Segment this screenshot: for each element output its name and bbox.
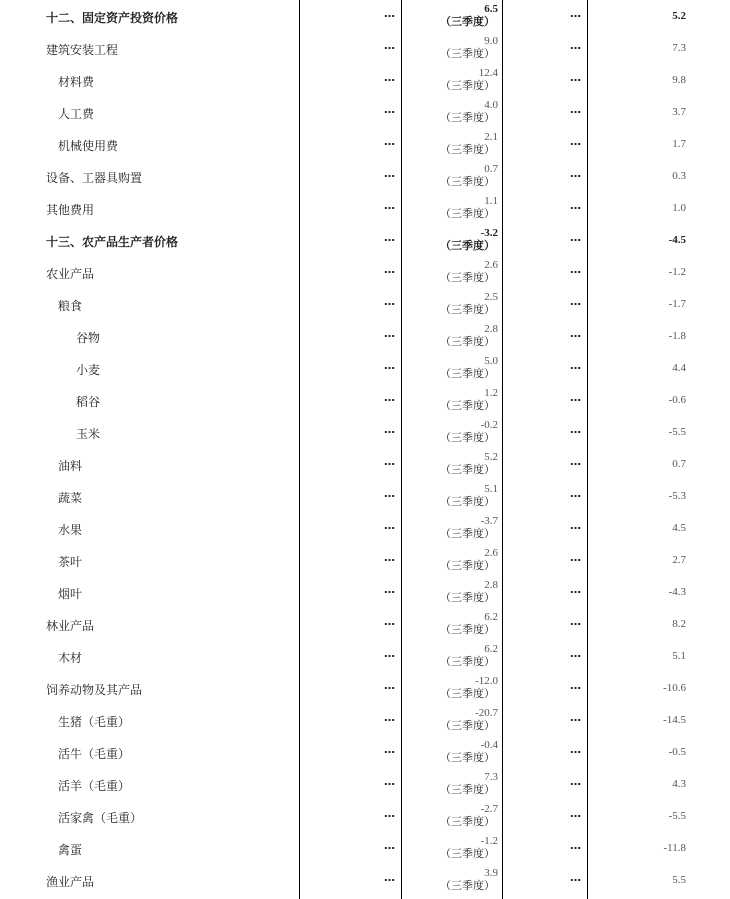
value-cell: -3.7 — [480, 515, 498, 527]
ellipsis-cell: … — [570, 807, 580, 820]
ellipsis-cell: … — [384, 71, 394, 84]
period-label: （三季度） — [440, 47, 495, 60]
ellipsis-cell: … — [570, 615, 580, 628]
period-label: （三季度） — [440, 399, 495, 412]
table-row — [0, 352, 730, 384]
ellipsis-cell: … — [384, 775, 394, 788]
value-cell: 12.4 — [478, 67, 498, 79]
period-label: （三季度） — [440, 815, 495, 828]
ellipsis-cell: … — [384, 359, 394, 372]
row-label: 机械使用费 — [58, 139, 119, 153]
ellipsis-cell: … — [384, 295, 394, 308]
table-row — [0, 736, 730, 768]
period-label: （三季度） — [440, 463, 495, 476]
row-label: 木材 — [58, 651, 83, 665]
value-cell: 1.1 — [484, 195, 498, 207]
table-row — [0, 320, 730, 352]
ellipsis-cell: … — [570, 711, 580, 724]
row-label: 生猪（毛重） — [58, 715, 131, 729]
period-label: （三季度） — [440, 207, 495, 220]
period-label: （三季度） — [440, 623, 495, 636]
ellipsis-cell: … — [570, 103, 580, 116]
row-label: 渔业产品 — [46, 875, 95, 889]
ellipsis-cell: … — [570, 263, 580, 276]
value-cell: -0.2 — [480, 419, 498, 431]
row-label: 烟叶 — [58, 587, 83, 601]
value-cell: 5.1 — [672, 650, 686, 662]
ellipsis-cell: … — [570, 135, 580, 148]
row-label: 设备、工器具购置 — [46, 171, 143, 185]
table-row — [0, 864, 730, 896]
ellipsis-cell: … — [570, 167, 580, 180]
period-label: （三季度） — [440, 847, 495, 860]
period-label: （三季度） — [440, 175, 495, 188]
period-label: （三季度） — [440, 367, 495, 380]
value-cell: -5.5 — [668, 426, 686, 438]
ellipsis-cell: … — [570, 199, 580, 212]
value-cell: -1.2 — [668, 266, 686, 278]
ellipsis-cell: … — [384, 391, 394, 404]
row-label: 活羊（毛重） — [58, 779, 131, 793]
value-cell: 4.0 — [484, 99, 498, 111]
value-cell: 5.0 — [484, 355, 498, 367]
ellipsis-cell: … — [570, 583, 580, 596]
period-label: （三季度） — [440, 527, 495, 540]
period-label: （三季度） — [440, 559, 495, 572]
row-label: 油料 — [58, 459, 83, 473]
period-label: （三季度） — [440, 111, 495, 124]
period-label: （三季度） — [440, 79, 495, 92]
value-cell: 9.0 — [484, 35, 498, 47]
ellipsis-cell: … — [384, 871, 394, 884]
value-cell: -12.0 — [475, 675, 498, 687]
ellipsis-cell: … — [384, 679, 394, 692]
table-row — [0, 576, 730, 608]
ellipsis-cell: … — [570, 39, 580, 52]
ellipsis-cell: … — [384, 199, 394, 212]
ellipsis-cell: … — [570, 647, 580, 660]
table-row — [0, 480, 730, 512]
ellipsis-cell: … — [384, 487, 394, 500]
table-row — [0, 544, 730, 576]
period-label: （三季度） — [440, 303, 495, 316]
value-cell: 5.2 — [672, 10, 686, 22]
ellipsis-cell: … — [570, 71, 580, 84]
value-cell: -5.5 — [668, 810, 686, 822]
value-cell: 6.2 — [484, 611, 498, 623]
value-cell: 5.5 — [672, 874, 686, 886]
table-row — [0, 448, 730, 480]
ellipsis-cell: … — [384, 807, 394, 820]
period-label: （三季度） — [440, 655, 495, 668]
table-row — [0, 768, 730, 800]
value-cell: 9.8 — [672, 74, 686, 86]
row-label: 林业产品 — [46, 619, 95, 633]
ellipsis-cell: … — [384, 39, 394, 52]
value-cell: 2.1 — [484, 131, 498, 143]
ellipsis-cell: … — [384, 455, 394, 468]
ellipsis-cell: … — [570, 327, 580, 340]
table-row — [0, 160, 730, 192]
period-label: （三季度） — [440, 431, 495, 444]
ellipsis-cell: … — [384, 519, 394, 532]
row-label: 十二、固定资产投资价格 — [46, 11, 179, 25]
table-row — [0, 800, 730, 832]
row-label: 粮食 — [58, 299, 83, 313]
row-label: 建筑安装工程 — [46, 43, 119, 57]
value-cell: -1.7 — [668, 298, 686, 310]
row-label: 其他费用 — [46, 203, 95, 217]
period-label: （三季度） — [440, 687, 495, 700]
value-cell: 0.7 — [484, 163, 498, 175]
ellipsis-cell: … — [384, 263, 394, 276]
value-cell: 2.8 — [484, 323, 498, 335]
value-cell: 1.7 — [672, 138, 686, 150]
row-label: 玉米 — [76, 427, 101, 441]
ellipsis-cell: … — [570, 455, 580, 468]
value-cell: -0.5 — [668, 746, 686, 758]
table-row — [0, 672, 730, 704]
period-label: （三季度） — [440, 271, 495, 284]
value-cell: -1.8 — [668, 330, 686, 342]
period-label: （三季度） — [440, 335, 495, 348]
ellipsis-cell: … — [384, 423, 394, 436]
value-cell: -10.6 — [663, 682, 686, 694]
row-label: 十三、农产品生产者价格 — [46, 235, 179, 249]
table-row — [0, 224, 730, 256]
table-row — [0, 416, 730, 448]
value-cell: -20.7 — [475, 707, 498, 719]
value-cell: 4.5 — [672, 522, 686, 534]
value-cell: 2.8 — [484, 579, 498, 591]
row-label: 活家禽（毛重） — [58, 811, 143, 825]
value-cell: 6.5 — [484, 3, 498, 15]
ellipsis-cell: … — [384, 583, 394, 596]
ellipsis-cell: … — [384, 231, 394, 244]
row-label: 活牛（毛重） — [58, 747, 131, 761]
value-cell: 2.7 — [672, 554, 686, 566]
row-label: 谷物 — [76, 331, 101, 345]
value-cell: 6.2 — [484, 643, 498, 655]
value-cell: 4.4 — [672, 362, 686, 374]
value-cell: -5.3 — [668, 490, 686, 502]
row-label: 水果 — [58, 523, 83, 537]
row-label: 禽蛋 — [58, 843, 83, 857]
ellipsis-cell: … — [570, 551, 580, 564]
value-cell: 8.2 — [672, 618, 686, 630]
row-label: 小麦 — [76, 363, 101, 377]
value-cell: -4.3 — [668, 586, 686, 598]
row-label: 茶叶 — [58, 555, 83, 569]
table-row — [0, 608, 730, 640]
period-label: （三季度） — [440, 591, 495, 604]
ellipsis-cell: … — [570, 487, 580, 500]
row-label: 蔬菜 — [58, 491, 83, 505]
ellipsis-cell: … — [570, 871, 580, 884]
value-cell: -2.7 — [480, 803, 498, 815]
row-label: 饲养动物及其产品 — [46, 683, 143, 697]
table-row — [0, 640, 730, 672]
ellipsis-cell: … — [384, 103, 394, 116]
period-label: （三季度） — [440, 879, 495, 892]
table-row — [0, 192, 730, 224]
value-cell: -14.5 — [663, 714, 686, 726]
row-label: 农业产品 — [46, 267, 95, 281]
table-row — [0, 256, 730, 288]
value-cell: 2.5 — [484, 291, 498, 303]
table-row — [0, 0, 730, 32]
table-row — [0, 64, 730, 96]
period-label: （三季度） — [440, 719, 495, 732]
value-cell: -4.5 — [668, 234, 686, 246]
ellipsis-cell: … — [570, 7, 580, 20]
value-cell: -11.8 — [663, 842, 686, 854]
period-label: （三季度） — [440, 783, 495, 796]
table-row — [0, 128, 730, 160]
ellipsis-cell: … — [570, 423, 580, 436]
value-cell: 2.6 — [484, 259, 498, 271]
table-row — [0, 512, 730, 544]
value-cell: 0.7 — [672, 458, 686, 470]
ellipsis-cell: … — [384, 615, 394, 628]
ellipsis-cell: … — [570, 359, 580, 372]
period-label: （三季度） — [440, 15, 495, 28]
ellipsis-cell: … — [384, 647, 394, 660]
value-cell: 5.2 — [484, 451, 498, 463]
ellipsis-cell: … — [570, 743, 580, 756]
value-cell: 1.0 — [672, 202, 686, 214]
ellipsis-cell: … — [570, 839, 580, 852]
ellipsis-cell: … — [384, 839, 394, 852]
value-cell: 1.2 — [484, 387, 498, 399]
table-row — [0, 384, 730, 416]
ellipsis-cell: … — [570, 775, 580, 788]
value-cell: 2.6 — [484, 547, 498, 559]
ellipsis-cell: … — [570, 295, 580, 308]
table-row — [0, 288, 730, 320]
period-label: （三季度） — [440, 495, 495, 508]
value-cell: 7.3 — [484, 771, 498, 783]
ellipsis-cell: … — [570, 391, 580, 404]
value-cell: 3.7 — [672, 106, 686, 118]
table-row — [0, 32, 730, 64]
table-row — [0, 704, 730, 736]
period-label: （三季度） — [440, 751, 495, 764]
value-cell: -0.6 — [668, 394, 686, 406]
value-cell: 4.3 — [672, 778, 686, 790]
period-label: （三季度） — [440, 143, 495, 156]
value-cell: -0.4 — [480, 739, 498, 751]
value-cell: 5.1 — [484, 483, 498, 495]
ellipsis-cell: … — [570, 519, 580, 532]
value-cell: -3.2 — [480, 227, 498, 239]
ellipsis-cell: … — [384, 167, 394, 180]
row-label: 稻谷 — [76, 395, 101, 409]
table-row — [0, 832, 730, 864]
ellipsis-cell: … — [384, 7, 394, 20]
table-row — [0, 96, 730, 128]
period-label: （三季度） — [440, 239, 495, 252]
value-cell: 3.9 — [484, 867, 498, 879]
value-cell: -1.2 — [480, 835, 498, 847]
ellipsis-cell: … — [384, 327, 394, 340]
ellipsis-cell: … — [570, 679, 580, 692]
ellipsis-cell: … — [570, 231, 580, 244]
row-label: 人工费 — [58, 107, 95, 121]
ellipsis-cell: … — [384, 743, 394, 756]
value-cell: 7.3 — [672, 42, 686, 54]
row-label: 材料费 — [58, 75, 95, 89]
ellipsis-cell: … — [384, 135, 394, 148]
ellipsis-cell: … — [384, 551, 394, 564]
ellipsis-cell: … — [384, 711, 394, 724]
value-cell: 0.3 — [672, 170, 686, 182]
